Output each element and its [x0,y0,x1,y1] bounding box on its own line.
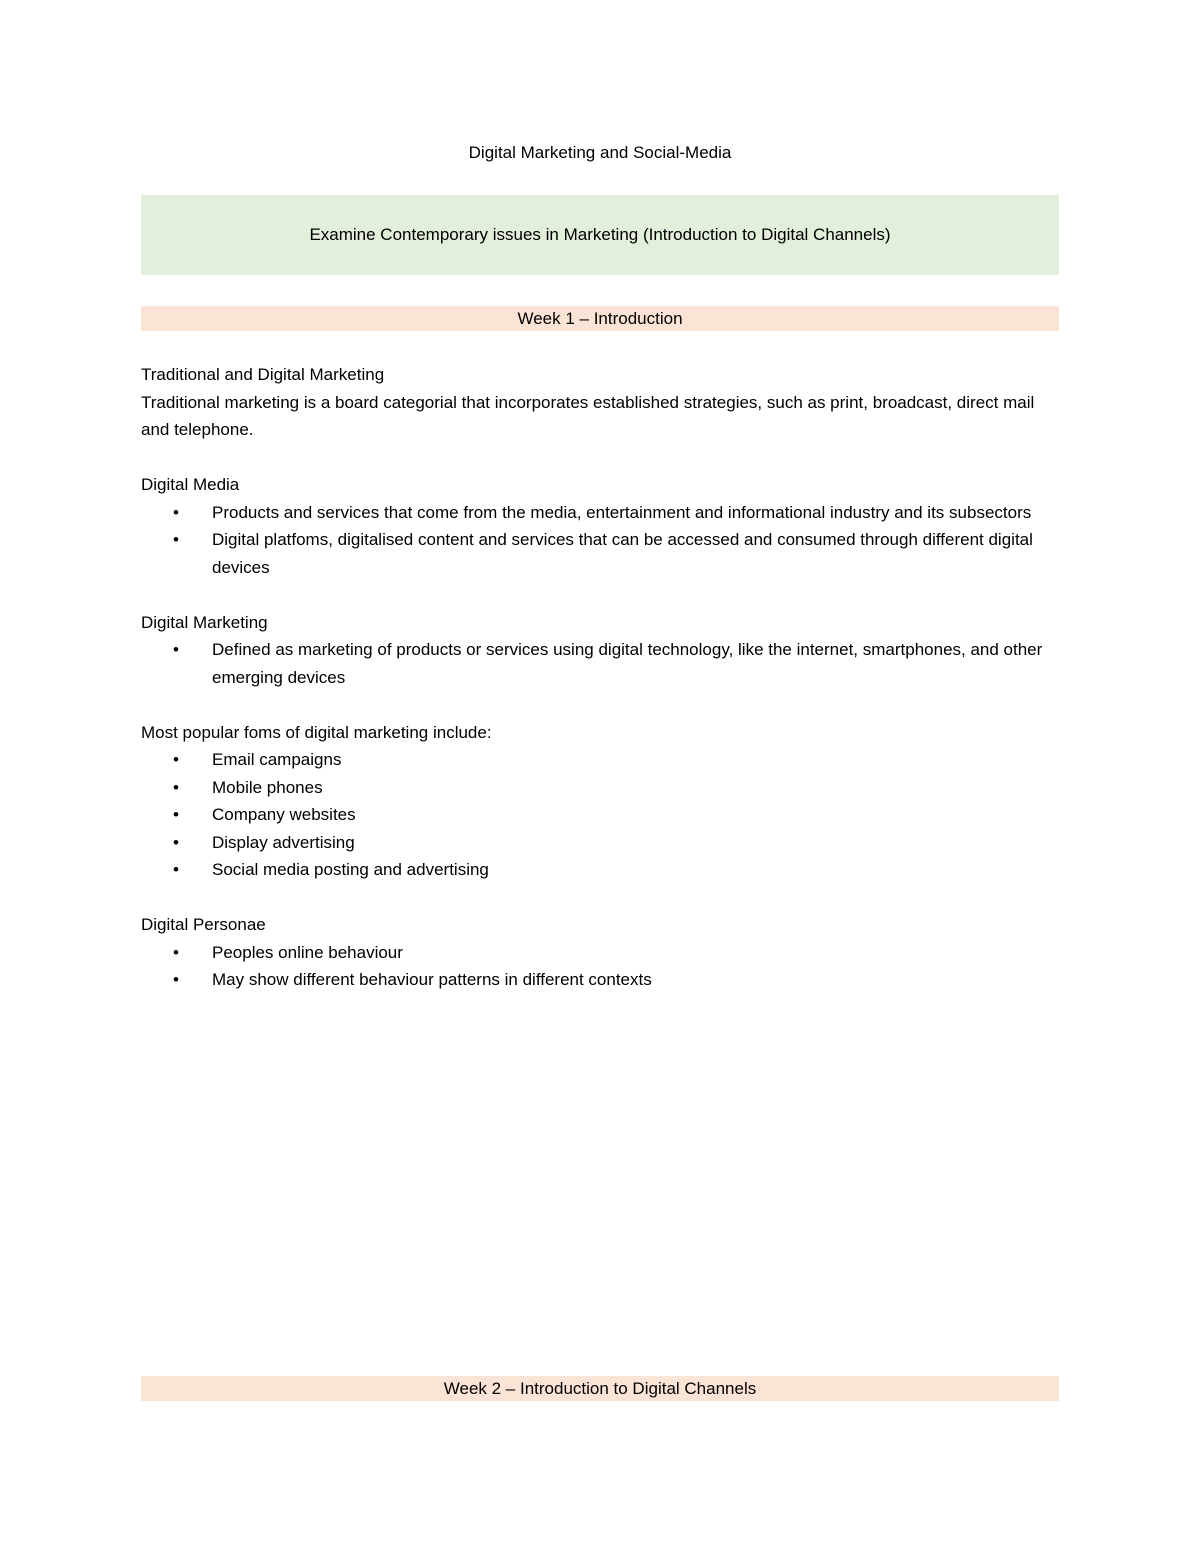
week-1-content [141,361,1059,994]
digital-marketing-list [141,636,1059,691]
section-heading-digital-marketing: Digital Marketing [141,612,268,632]
week-2-heading: Week 2 – Introduction to Digital Channels [443,1378,757,1398]
list-item: • Display advertising [141,829,1059,857]
document-title: Digital Marketing and Social-Media [468,143,732,162]
popular-forms-list [141,746,1059,884]
list-item: • Mobile phones [141,774,1059,802]
list-item: • Products and services that come from the media, entertainment and informational industry and its subsectors [141,499,1059,527]
section-heading-digital-personae: Digital Personae [141,915,266,934]
course-banner [141,195,1059,275]
week-1-heading: Week 1 – Introduction [517,308,683,328]
paragraph-traditional: Traditional marketing is a board categorial that incorporates established strategies, such as print, broadcast, direct mail and telephone. [141,392,1035,439]
list-item: • Digital platfoms, digitalised content and services that can be accessed and consumed through different digital devices [141,526,1059,581]
section-heading-traditional: Traditional and Digital Marketing [141,365,385,384]
digital-media-list [141,499,1059,582]
list-item: • May show different behaviour patterns in different contexts [141,966,1059,994]
list-item: • Company websites [141,801,1059,829]
list-item: • Defined as marketing of products or services using digital technology, like the internet, smartphones, and other emerging devices [141,636,1059,691]
list-item: • Peoples online behaviour [141,939,1059,967]
section-heading-popular-forms: Most popular foms of digital marketing include: [141,722,492,742]
list-item: • Social media posting and advertising [141,856,1059,884]
list-item: • Email campaigns [141,746,1059,774]
week-2-banner [141,1376,1059,1401]
section-heading-digital-media: Digital Media [141,475,240,494]
course-banner-text: Examine Contemporary issues in Marketing (Introduction to Digital Channels) [309,225,891,244]
digital-personae-list [141,939,1059,994]
week-1-banner [141,306,1059,331]
